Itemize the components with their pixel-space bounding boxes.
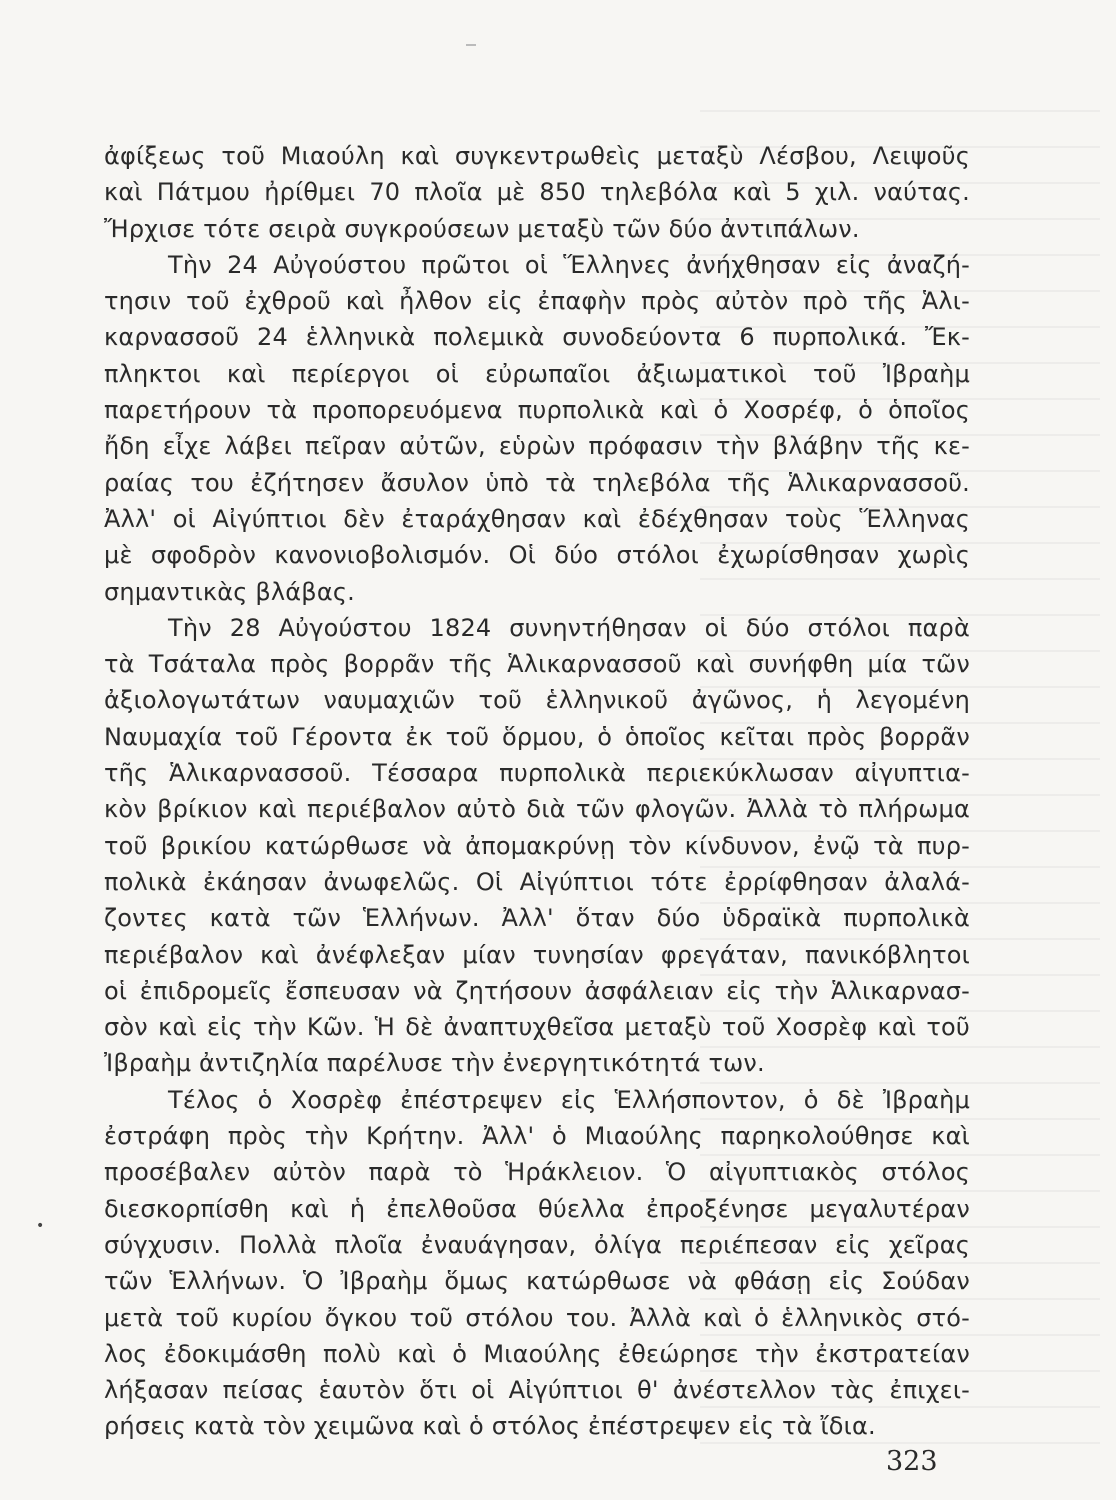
text-line: λος ἐδοκιμάσθη πολὺ καὶ ὁ Μιαούλης ἐθεώρησε τὴν ἐκστρατείαν <box>104 1339 970 1368</box>
text-line: τῆς Ἁλικαρνασσοῦ. Τέσσαρα πυρπολικὰ περιεκύκλωσαν αἰγυπτια- <box>104 759 970 788</box>
text-line: ἤδη εἶχε λάβει πεῖραν αὐτῶν, εὑρὼν πρόφασιν τὴν βλάβην τῆς κε- <box>104 432 970 461</box>
paragraph <box>104 610 970 1082</box>
text-line: προσέβαλεν αὐτὸν παρὰ τὸ Ἡράκλειον. Ὁ αἰγυπτιακὸς στόλος <box>104 1158 970 1187</box>
text-line: σὸν καὶ εἰς τὴν Κῶν. Ἡ δὲ ἀναπτυχθεῖσα μεταξὺ τοῦ Χοσρὲφ καὶ τοῦ <box>104 1013 970 1042</box>
text-line: καρνασσοῦ 24 ἑλληνικὰ πολεμικὰ συνοδεύοντα 6 πυρπολικά. Ἔκ- <box>104 323 970 352</box>
text-line: διεσκορπίσθη καὶ ἡ ἐπελθοῦσα θύελλα ἐπροξένησε μεγαλυτέραν <box>104 1194 970 1223</box>
text-line: περιέβαλον καὶ ἀνέφλεξαν μίαν τυνησίαν φρεγάταν, πανικόβλητοι <box>104 940 970 969</box>
text-line: Ναυμαχία τοῦ Γέροντα ἐκ τοῦ ὅρμου, ὁ ὁποῖος κεῖται πρὸς βορρᾶν <box>104 722 970 751</box>
body-text <box>104 138 970 1445</box>
text-line: τησιν τοῦ ἐχθροῦ καὶ ἦλθον εἰς ἐπαφὴν πρὸς αὐτὸν πρὸ τῆς Ἁλι- <box>104 287 970 316</box>
text-line: ἐστράφη πρὸς τὴν Κρήτην. Ἀλλ' ὁ Μιαούλης παρηκολούθησε καὶ <box>104 1122 970 1151</box>
text-line: καὶ Πάτμου ἠρίθμει 70 πλοῖα μὲ 850 τηλεβόλα καὶ 5 χιλ. ναύτας. <box>104 178 970 207</box>
paragraph <box>104 1082 970 1445</box>
paragraph <box>104 247 970 610</box>
text-line: τοῦ βρικίου κατώρθωσε νὰ ἀπομακρύνῃ τὸν κίνδυνον, ἐνῷ τὰ πυρ- <box>104 831 970 860</box>
paragraph <box>104 138 970 247</box>
text-line: Τέλος ὁ Χοσρὲφ ἐπέστρεψεν εἰς Ἑλλήσποντον, ὁ δὲ Ἰβραὴμ <box>168 1085 970 1114</box>
page-number: 323 <box>886 1446 938 1477</box>
text-line: Ἤρχισε τότε σειρὰ συγκρούσεων μεταξὺ τῶν δύο ἀντιπάλων. <box>104 214 860 243</box>
text-line: ἀφίξεως τοῦ Μιαούλη καὶ συγκεντρωθεὶς μεταξὺ Λέσβου, Λειψοῦς <box>104 142 970 170</box>
top-mark <box>466 44 476 46</box>
text-line: ζοντες κατὰ τῶν Ἑλλήνων. Ἀλλ' ὅταν δύο ὑδραϊκὰ πυρπολικὰ <box>104 904 970 933</box>
margin-dot: • <box>36 1218 45 1234</box>
text-line: Ἰβραὴμ ἀντιζηλία παρέλυσε τὴν ἐνεργητικότητά των. <box>104 1049 765 1078</box>
text-line: σύγχυσιν. Πολλὰ πλοῖα ἐναυάγησαν, ὀλίγα περιέπεσαν εἰς χεῖρας <box>104 1230 970 1259</box>
text-line: μετὰ τοῦ κυρίου ὄγκου τοῦ στόλου του. Ἀλλὰ καὶ ὁ ἑλληνικὸς στό- <box>104 1303 970 1332</box>
text-line: λήξασαν πείσας ἑαυτὸν ὅτι οἱ Αἰγύπτιοι θ' ἀνέστελλον τὰς ἐπιχει- <box>104 1376 970 1405</box>
text-line: ραίας του ἐζήτησεν ἄσυλον ὑπὸ τὰ τηλεβόλα τῆς Ἁλικαρνασσοῦ. <box>104 468 970 497</box>
text-line: ρήσεις κατὰ τὸν χειμῶνα καὶ ὁ στόλος ἐπέστρεψεν εἰς τὰ ἴδια. <box>104 1412 876 1441</box>
text-line: τῶν Ἑλλήνων. Ὁ Ἰβραὴμ ὅμως κατώρθωσε νὰ φθάσῃ εἰς Σούδαν <box>104 1267 970 1296</box>
text-line: πληκτοι καὶ περίεργοι οἱ εὐρωπαῖοι ἀξιωματικοὶ τοῦ Ἰβραὴμ <box>104 359 970 388</box>
text-line: ἀξιολογωτάτων ναυμαχιῶν τοῦ ἑλληνικοῦ ἀγῶνος, ἡ λεγομένη <box>104 686 970 715</box>
text-line: οἱ ἐπιδρομεῖς ἔσπευσαν νὰ ζητήσουν ἀσφάλειαν εἰς τὴν Ἁλικαρνασ- <box>104 976 970 1005</box>
text-line: Τὴν 28 Αὐγούστου 1824 συνηντήθησαν οἱ δύο στόλοι παρὰ <box>168 613 970 642</box>
text-line: κὸν βρίκιον καὶ περιέβαλον αὐτὸ διὰ τῶν φλογῶν. Ἀλλὰ τὸ πλήρωμα <box>104 795 970 824</box>
text-line: Τὴν 24 Αὐγούστου πρῶτοι οἱ Ἕλληνες ἀνήχθησαν εἰς ἀναζή- <box>168 250 970 279</box>
text-line: τὰ Τσάταλα πρὸς βορρᾶν τῆς Ἁλικαρνασσοῦ καὶ συνήφθη μία τῶν <box>104 650 970 679</box>
text-line: μὲ σφοδρὸν κανονιοβολισμόν. Οἱ δύο στόλοι ἐχωρίσθησαν χωρὶς <box>104 541 970 570</box>
text-line: πολικὰ ἐκάησαν ἀνωφελῶς. Οἱ Αἰγύπτιοι τότε ἐρρίφθησαν ἀλαλά- <box>104 867 970 896</box>
text-line: Ἀλλ' οἱ Αἰγύπτιοι δὲν ἐταράχθησαν καὶ ἐδέχθησαν τοὺς Ἕλληνας <box>104 504 970 533</box>
text-line: σημαντικὰς βλάβας. <box>104 577 355 606</box>
text-line: παρετήρουν τὰ προπορευόμενα πυρπολικὰ καὶ ὁ Χοσρέφ, ὁ ὁποῖος <box>104 396 970 425</box>
